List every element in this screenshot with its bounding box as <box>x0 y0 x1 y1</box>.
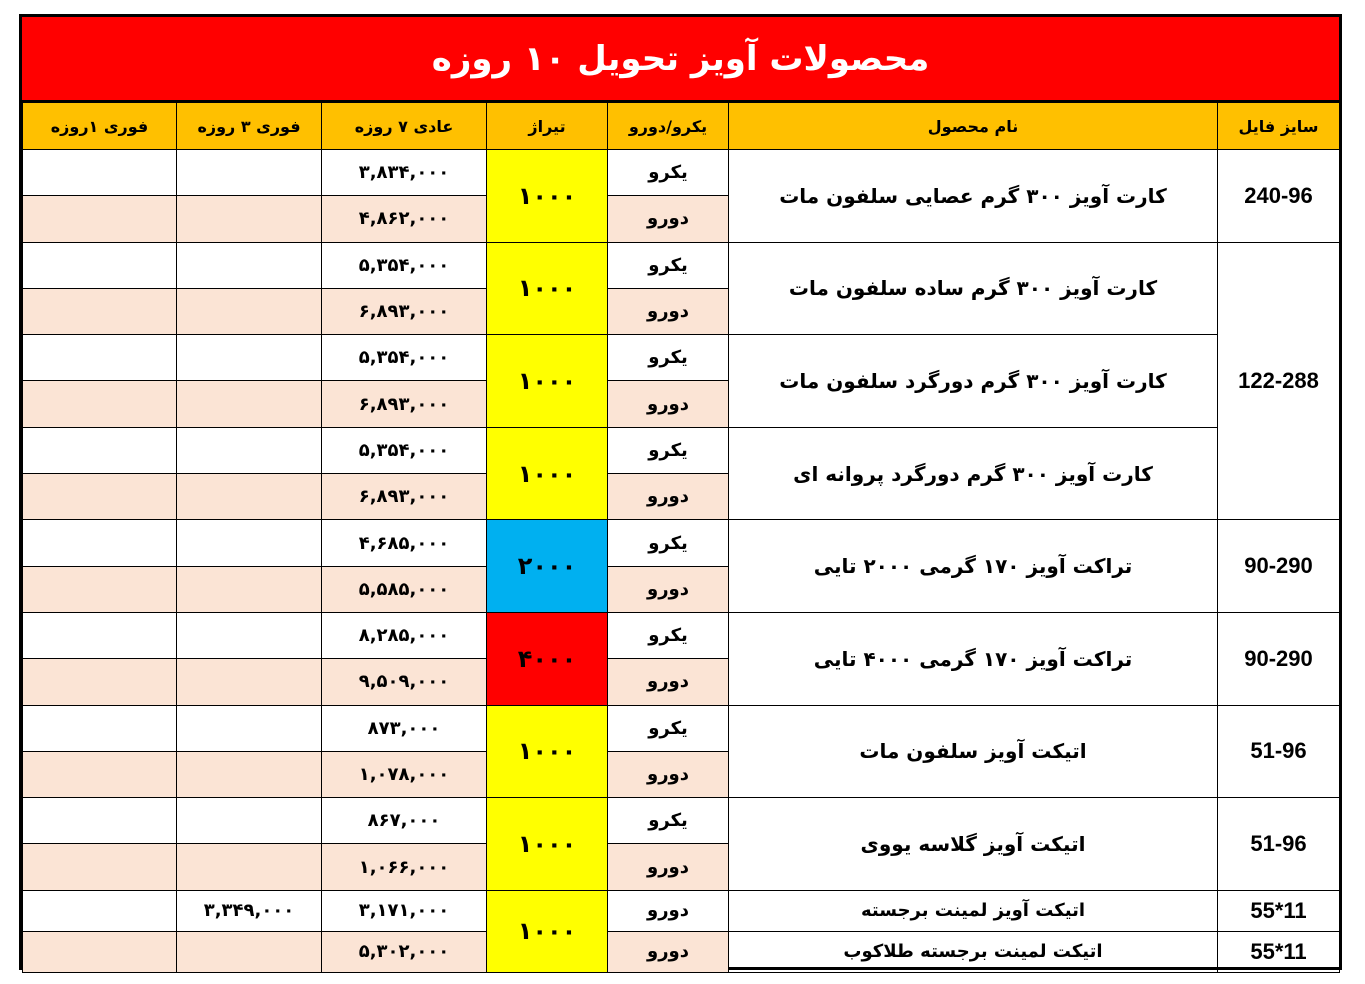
product-name: تراکت آویز ۱۷۰ گرمی ۲۰۰۰ تایی <box>729 520 1218 613</box>
price-normal7: ۴,۸۶۲,۰۰۰ <box>322 196 487 242</box>
tiraj-cell: ۴۰۰۰ <box>487 612 608 705</box>
title-bar <box>22 17 1339 102</box>
price-fast3 <box>177 381 322 427</box>
tiraj-cell: ۱۰۰۰ <box>487 798 608 891</box>
table-row <box>23 335 1340 381</box>
price-normal7: ۶,۸۹۳,۰۰۰ <box>322 288 487 334</box>
price-fast1 <box>23 890 177 931</box>
price-fast1 <box>23 798 177 844</box>
product-name: اتیکت آویز سلفون مات <box>729 705 1218 798</box>
product-name: اتیکت لمینت برجسته طلاکوب <box>729 931 1218 972</box>
header-fast1: فوری ۱روزه <box>23 103 177 150</box>
price-fast3 <box>177 659 322 705</box>
price-fast3 <box>177 798 322 844</box>
price-fast1 <box>23 520 177 566</box>
header-fast3: فوری ۳ روزه <box>177 103 322 150</box>
price-normal7: ۱,۰۶۶,۰۰۰ <box>322 844 487 890</box>
side-cell: یکرو <box>608 242 729 288</box>
side-cell: دورو <box>608 844 729 890</box>
price-fast3 <box>177 844 322 890</box>
side-cell: دورو <box>608 566 729 612</box>
price-normal7: ۵,۳۵۴,۰۰۰ <box>322 242 487 288</box>
price-fast3 <box>177 566 322 612</box>
size-cell: 11*55 <box>1218 931 1340 972</box>
table-row <box>23 798 1340 844</box>
price-table <box>22 102 1340 973</box>
side-cell: دورو <box>608 890 729 931</box>
price-normal7: ۴,۶۸۵,۰۰۰ <box>322 520 487 566</box>
side-cell: دورو <box>608 751 729 797</box>
price-normal7: ۳,۸۳۴,۰۰۰ <box>322 150 487 196</box>
side-cell: دورو <box>608 196 729 242</box>
side-cell: یکرو <box>608 427 729 473</box>
table-row <box>23 890 1340 931</box>
table-body <box>23 150 1340 973</box>
header-side: یکرو/دورو <box>608 103 729 150</box>
size-cell: 51-96 <box>1218 798 1340 891</box>
header-normal7: عادی ۷ روزه <box>322 103 487 150</box>
price-fast3 <box>177 612 322 658</box>
price-fast1 <box>23 931 177 972</box>
price-fast1 <box>23 566 177 612</box>
price-fast1 <box>23 150 177 196</box>
price-fast1 <box>23 335 177 381</box>
price-fast3 <box>177 288 322 334</box>
price-fast3 <box>177 427 322 473</box>
product-name: کارت آویز ۳۰۰ گرم عصایی سلفون مات <box>729 150 1218 243</box>
price-fast1 <box>23 705 177 751</box>
price-fast1 <box>23 474 177 520</box>
tiraj-cell: ۱۰۰۰ <box>487 242 608 335</box>
size-cell: 90-290 <box>1218 612 1340 705</box>
product-name: اتیکت آویز گلاسه یووی <box>729 798 1218 891</box>
page-title: محصولات آویز تحویل ۱۰ روزه <box>431 38 930 79</box>
price-normal7: ۹,۵۰۹,۰۰۰ <box>322 659 487 705</box>
price-fast1 <box>23 242 177 288</box>
price-sheet <box>19 14 1342 970</box>
price-normal7: ۳,۱۷۱,۰۰۰ <box>322 890 487 931</box>
price-fast3 <box>177 474 322 520</box>
table-row <box>23 427 1340 473</box>
price-fast3 <box>177 150 322 196</box>
table-row <box>23 520 1340 566</box>
price-normal7: ۶,۸۹۳,۰۰۰ <box>322 474 487 520</box>
side-cell: دورو <box>608 931 729 972</box>
price-normal7: ۵,۳۰۲,۰۰۰ <box>322 931 487 972</box>
size-cell: 240-96 <box>1218 150 1340 243</box>
price-fast1 <box>23 751 177 797</box>
table-row <box>23 242 1340 288</box>
tiraj-cell: ۱۰۰۰ <box>487 150 608 243</box>
tiraj-cell: ۱۰۰۰ <box>487 335 608 428</box>
price-normal7: ۱,۰۷۸,۰۰۰ <box>322 751 487 797</box>
price-fast3 <box>177 520 322 566</box>
side-cell: یکرو <box>608 150 729 196</box>
price-fast3 <box>177 705 322 751</box>
table-row <box>23 931 1340 972</box>
price-fast1 <box>23 196 177 242</box>
price-normal7: ۸۷۳,۰۰۰ <box>322 705 487 751</box>
price-fast3 <box>177 242 322 288</box>
price-fast3 <box>177 196 322 242</box>
price-fast1 <box>23 659 177 705</box>
side-cell: دورو <box>608 474 729 520</box>
tiraj-cell: ۱۰۰۰ <box>487 890 608 972</box>
side-cell: یکرو <box>608 335 729 381</box>
product-name: کارت آویز ۳۰۰ گرم دورگرد سلفون مات <box>729 335 1218 428</box>
tiraj-cell: ۲۰۰۰ <box>487 520 608 613</box>
header-tiraj: تیراژ <box>487 103 608 150</box>
header-name: نام محصول <box>729 103 1218 150</box>
price-fast1 <box>23 288 177 334</box>
product-name: کارت آویز ۳۰۰ گرم ساده سلفون مات <box>729 242 1218 335</box>
side-cell: یکرو <box>608 612 729 658</box>
price-fast3: ۳,۳۴۹,۰۰۰ <box>177 890 322 931</box>
price-fast1 <box>23 612 177 658</box>
price-fast3 <box>177 335 322 381</box>
price-fast3 <box>177 751 322 797</box>
price-normal7: ۵,۳۵۴,۰۰۰ <box>322 335 487 381</box>
header-row <box>23 103 1340 150</box>
side-cell: یکرو <box>608 520 729 566</box>
price-normal7: ۵,۳۵۴,۰۰۰ <box>322 427 487 473</box>
price-normal7: ۸۶۷,۰۰۰ <box>322 798 487 844</box>
table-row <box>23 705 1340 751</box>
side-cell: دورو <box>608 288 729 334</box>
table-row <box>23 150 1340 196</box>
side-cell: یکرو <box>608 705 729 751</box>
price-fast1 <box>23 427 177 473</box>
price-fast3 <box>177 931 322 972</box>
product-name: اتیکت آویز لمینت برجسته <box>729 890 1218 931</box>
product-name: کارت آویز ۳۰۰ گرم دورگرد پروانه ای <box>729 427 1218 520</box>
table-row <box>23 612 1340 658</box>
price-fast1 <box>23 844 177 890</box>
product-name: تراکت آویز ۱۷۰ گرمی ۴۰۰۰ تایی <box>729 612 1218 705</box>
price-normal7: ۶,۸۹۳,۰۰۰ <box>322 381 487 427</box>
tiraj-cell: ۱۰۰۰ <box>487 705 608 798</box>
side-cell: دورو <box>608 381 729 427</box>
header-size: سایز فایل <box>1218 103 1340 150</box>
size-cell: 122-288 <box>1218 242 1340 520</box>
size-cell: 11*55 <box>1218 890 1340 931</box>
price-normal7: ۸,۲۸۵,۰۰۰ <box>322 612 487 658</box>
price-fast1 <box>23 381 177 427</box>
price-normal7: ۵,۵۸۵,۰۰۰ <box>322 566 487 612</box>
side-cell: دورو <box>608 659 729 705</box>
size-cell: 51-96 <box>1218 705 1340 798</box>
side-cell: یکرو <box>608 798 729 844</box>
tiraj-cell: ۱۰۰۰ <box>487 427 608 520</box>
size-cell: 90-290 <box>1218 520 1340 613</box>
